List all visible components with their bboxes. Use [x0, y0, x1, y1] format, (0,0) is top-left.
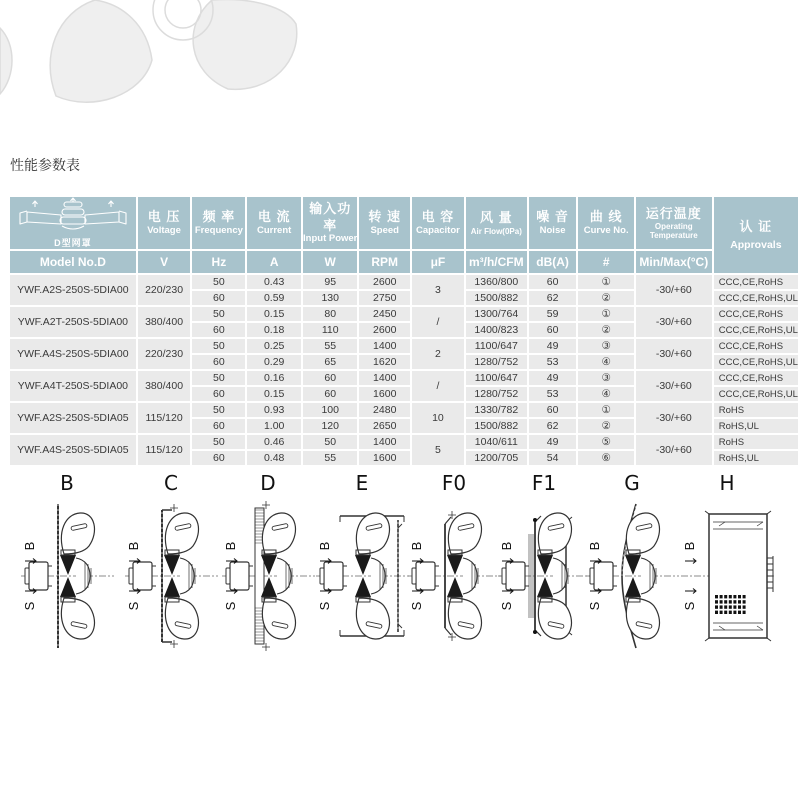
- voltage-cell: 115/120: [138, 435, 191, 465]
- w-cell: 95: [303, 275, 357, 289]
- curve-cell: ①: [578, 403, 633, 417]
- rpm-cell: 2750: [359, 291, 410, 305]
- diagram-label: F1: [531, 471, 557, 495]
- airflow-cell: 1500/882: [466, 419, 527, 433]
- noise-cell: 60: [529, 275, 577, 289]
- noise-cell: 49: [529, 339, 577, 353]
- capacitor-cell: /: [412, 307, 464, 337]
- approvals-cell: RoHS: [714, 435, 798, 449]
- w-cell: 130: [303, 291, 357, 305]
- temp-cell: -30/+60: [636, 435, 712, 465]
- col-header-5: 电 容 Capacitor: [412, 197, 464, 249]
- capacitor-cell: 2: [412, 339, 464, 369]
- col-header-0: 电 压 Voltage: [138, 197, 191, 249]
- voltage-cell: 220/230: [138, 339, 191, 369]
- diagram-h: [678, 468, 776, 654]
- a-cell: 0.48: [247, 451, 301, 465]
- a-cell: 1.00: [247, 419, 301, 433]
- hz-cell: 60: [192, 355, 245, 369]
- flow-label-s: S: [222, 601, 238, 611]
- rpm-cell: 2480: [359, 403, 410, 417]
- a-cell: 0.18: [247, 323, 301, 337]
- diagram-label: D: [260, 471, 276, 495]
- flow-label-b: B: [408, 541, 424, 551]
- approvals-cell: CCC,CE,RoHS,UL: [714, 387, 798, 401]
- unit-header-7: dB(A): [529, 251, 577, 273]
- col-header-approvals: 认 证 Approvals: [714, 197, 798, 273]
- rpm-cell: 2600: [359, 275, 410, 289]
- noise-cell: 59: [529, 307, 577, 321]
- approvals-cell: CCC,CE,RoHS,UL: [714, 323, 798, 337]
- capacitor-cell: 3: [412, 275, 464, 305]
- a-cell: 0.15: [247, 387, 301, 401]
- rpm-cell: 1400: [359, 435, 410, 449]
- hz-cell: 50: [192, 307, 245, 321]
- approvals-cell: CCC,CE,RoHS: [714, 307, 798, 321]
- a-cell: 0.43: [247, 275, 301, 289]
- rpm-cell: 1400: [359, 371, 410, 385]
- diagram-c: [124, 468, 218, 654]
- diagram-label: B: [60, 471, 74, 495]
- noise-cell: 62: [529, 419, 577, 433]
- curve-cell: ④: [578, 387, 633, 401]
- airflow-cell: 1400/823: [466, 323, 527, 337]
- unit-header-8: #: [578, 251, 633, 273]
- noise-cell: 60: [529, 403, 577, 417]
- approvals-cell: CCC,CE,RoHS,UL: [714, 291, 798, 305]
- unit-header-5: μF: [412, 251, 464, 273]
- fan-diagram-drawing: [19, 498, 116, 654]
- w-cell: 80: [303, 307, 357, 321]
- w-cell: 60: [303, 371, 357, 385]
- table-row: [10, 371, 798, 385]
- col-header-1: 频 率 Frequency: [192, 197, 245, 249]
- noise-cell: 54: [529, 451, 577, 465]
- diagram-f0: [406, 468, 502, 654]
- curve-cell: ②: [578, 419, 633, 433]
- w-cell: 100: [303, 403, 357, 417]
- unit-header-3: W: [303, 251, 357, 273]
- fan-diagram-drawing: [679, 498, 776, 654]
- capacitor-cell: 10: [412, 403, 464, 433]
- page-title: 性能参数表: [10, 157, 80, 173]
- curve-cell: ⑥: [578, 451, 633, 465]
- unit-header-4: RPM: [359, 251, 410, 273]
- flow-label-b: B: [498, 541, 514, 551]
- noise-cell: 53: [529, 387, 577, 401]
- fan-diagram-drawing: [123, 498, 220, 654]
- airflow-cell: 1100/647: [466, 371, 527, 385]
- fan-diagram-drawing: [406, 498, 503, 654]
- fan-guard-icon: [17, 197, 129, 233]
- hz-cell: 60: [192, 323, 245, 337]
- airflow-cell: 1200/705: [466, 451, 527, 465]
- approvals-cell: RoHS,UL: [714, 419, 798, 433]
- noise-cell: 62: [529, 291, 577, 305]
- a-cell: 0.16: [247, 371, 301, 385]
- curve-cell: ③: [578, 339, 633, 353]
- diagram-label: C: [164, 471, 178, 495]
- approvals-cell: RoHS: [714, 403, 798, 417]
- curve-cell: ③: [578, 371, 633, 385]
- capacitor-cell: 5: [412, 435, 464, 465]
- temp-cell: -30/+60: [636, 275, 712, 305]
- hz-cell: 60: [192, 451, 245, 465]
- airflow-cell: 1040/611: [466, 435, 527, 449]
- approvals-cell: CCC,CE,RoHS: [714, 371, 798, 385]
- flow-label-s: S: [316, 601, 332, 611]
- rpm-cell: 1600: [359, 451, 410, 465]
- col-header-2: 电 流 Current: [247, 197, 301, 249]
- voltage-cell: 220/230: [138, 275, 191, 305]
- temp-cell: -30/+60: [636, 371, 712, 401]
- hz-cell: 50: [192, 403, 245, 417]
- table-row: [10, 403, 798, 417]
- a-cell: 0.25: [247, 339, 301, 353]
- noise-cell: 53: [529, 355, 577, 369]
- flow-label-b: B: [681, 541, 697, 551]
- voltage-cell: 115/120: [138, 403, 191, 433]
- w-cell: 65: [303, 355, 357, 369]
- corner-caption: D型网罩: [54, 238, 92, 248]
- table-row: [10, 307, 798, 321]
- col-header-9: 运行温度 Operating Temperature: [636, 197, 712, 249]
- a-cell: 0.29: [247, 355, 301, 369]
- table-row: [10, 339, 798, 353]
- unit-header-6: m³/h/CFM: [466, 251, 527, 273]
- flow-label-b: B: [21, 541, 37, 551]
- fan-diagram-drawing: [584, 498, 681, 654]
- performance-table: [8, 195, 800, 467]
- col-header-8: 曲 线 Curve No.: [578, 197, 633, 249]
- diagram-label: H: [719, 471, 735, 495]
- approvals-cell: RoHS,UL: [714, 451, 798, 465]
- approvals-cell: CCC,CE,RoHS,UL: [714, 355, 798, 369]
- flow-label-b: B: [316, 541, 332, 551]
- curve-cell: ⑤: [578, 435, 633, 449]
- capacitor-cell: /: [412, 371, 464, 401]
- model-cell: YWF.A4S-250S-5DIA05: [10, 435, 136, 465]
- hz-cell: 50: [192, 275, 245, 289]
- hz-cell: 50: [192, 339, 245, 353]
- temp-cell: -30/+60: [636, 307, 712, 337]
- w-cell: 50: [303, 435, 357, 449]
- curve-cell: ④: [578, 355, 633, 369]
- airflow-cell: 1100/647: [466, 339, 527, 353]
- model-cell: YWF.A2S-250S-5DIA05: [10, 403, 136, 433]
- flow-label-s: S: [21, 601, 37, 611]
- w-cell: 60: [303, 387, 357, 401]
- rpm-cell: 1620: [359, 355, 410, 369]
- approvals-cell: CCC,CE,RoHS: [714, 275, 798, 289]
- diagram-b: [10, 468, 124, 654]
- hz-cell: 60: [192, 419, 245, 433]
- curve-cell: ①: [578, 275, 633, 289]
- a-cell: 0.15: [247, 307, 301, 321]
- w-cell: 55: [303, 339, 357, 353]
- unit-header-1: Hz: [192, 251, 245, 273]
- fan-diagram-drawing: [314, 498, 411, 654]
- noise-cell: 60: [529, 323, 577, 337]
- flow-label-s: S: [408, 601, 424, 611]
- col-header-6: 风 量 Air Flow(0Pa): [466, 197, 527, 249]
- curve-cell: ②: [578, 323, 633, 337]
- col-header-7: 噪 音 Noise: [529, 197, 577, 249]
- table-corner: [10, 197, 136, 249]
- fan-diagram-drawing: [496, 498, 593, 654]
- model-cell: YWF.A4S-250S-5DIA00: [10, 339, 136, 369]
- flow-label-b: B: [586, 541, 602, 551]
- unit-header-2: A: [247, 251, 301, 273]
- w-cell: 110: [303, 323, 357, 337]
- temp-cell: -30/+60: [636, 339, 712, 369]
- table-row: [10, 275, 798, 289]
- model-cell: YWF.A4T-250S-5DIA00: [10, 371, 136, 401]
- curve-cell: ①: [578, 307, 633, 321]
- rpm-cell: 2650: [359, 419, 410, 433]
- diagram-label: F0: [441, 471, 467, 495]
- hz-cell: 60: [192, 291, 245, 305]
- model-cell: YWF.A2T-250S-5DIA00: [10, 307, 136, 337]
- fan-diagram-drawing: [220, 498, 317, 654]
- hz-cell: 50: [192, 435, 245, 449]
- flow-label-s: S: [586, 601, 602, 611]
- diagram-f1: [498, 468, 586, 654]
- unit-header-0: V: [138, 251, 191, 273]
- a-cell: 0.59: [247, 291, 301, 305]
- rpm-cell: 2450: [359, 307, 410, 321]
- diagram-d: [218, 468, 318, 654]
- airflow-cell: 1280/752: [466, 387, 527, 401]
- hz-cell: 50: [192, 371, 245, 385]
- flow-label-s: S: [125, 601, 141, 611]
- rpm-cell: 1400: [359, 339, 410, 353]
- flow-label-b: B: [222, 541, 238, 551]
- airflow-cell: 1300/764: [466, 307, 527, 321]
- table-row: [10, 435, 798, 449]
- airflow-cell: 1280/752: [466, 355, 527, 369]
- diagram-g: [586, 468, 678, 654]
- a-cell: 0.46: [247, 435, 301, 449]
- col-header-3: 输入功率 Input Power: [303, 197, 357, 249]
- approvals-cell: CCC,CE,RoHS: [714, 339, 798, 353]
- diagram-label: E: [355, 471, 369, 495]
- mounting-diagrams: [10, 468, 790, 654]
- noise-cell: 49: [529, 371, 577, 385]
- noise-cell: 49: [529, 435, 577, 449]
- unit-header-9: Min/Max(°C): [636, 251, 712, 273]
- airflow-cell: 1360/800: [466, 275, 527, 289]
- fan-photo: [0, 0, 400, 140]
- temp-cell: -30/+60: [636, 403, 712, 433]
- voltage-cell: 380/400: [138, 371, 191, 401]
- rpm-cell: 1600: [359, 387, 410, 401]
- voltage-cell: 380/400: [138, 307, 191, 337]
- airflow-cell: 1500/882: [466, 291, 527, 305]
- col-header-4: 转 速 Speed: [359, 197, 410, 249]
- rpm-cell: 2600: [359, 323, 410, 337]
- diagram-e: [318, 468, 406, 654]
- hz-cell: 60: [192, 387, 245, 401]
- airflow-cell: 1330/782: [466, 403, 527, 417]
- curve-cell: ②: [578, 291, 633, 305]
- w-cell: 55: [303, 451, 357, 465]
- diagram-label: G: [624, 471, 640, 495]
- model-col-header: Model No.D: [10, 251, 136, 273]
- flow-label-s: S: [681, 601, 697, 611]
- flow-label-s: S: [498, 601, 514, 611]
- w-cell: 120: [303, 419, 357, 433]
- a-cell: 0.93: [247, 403, 301, 417]
- model-cell: YWF.A2S-250S-5DIA00: [10, 275, 136, 305]
- flow-label-b: B: [125, 541, 141, 551]
